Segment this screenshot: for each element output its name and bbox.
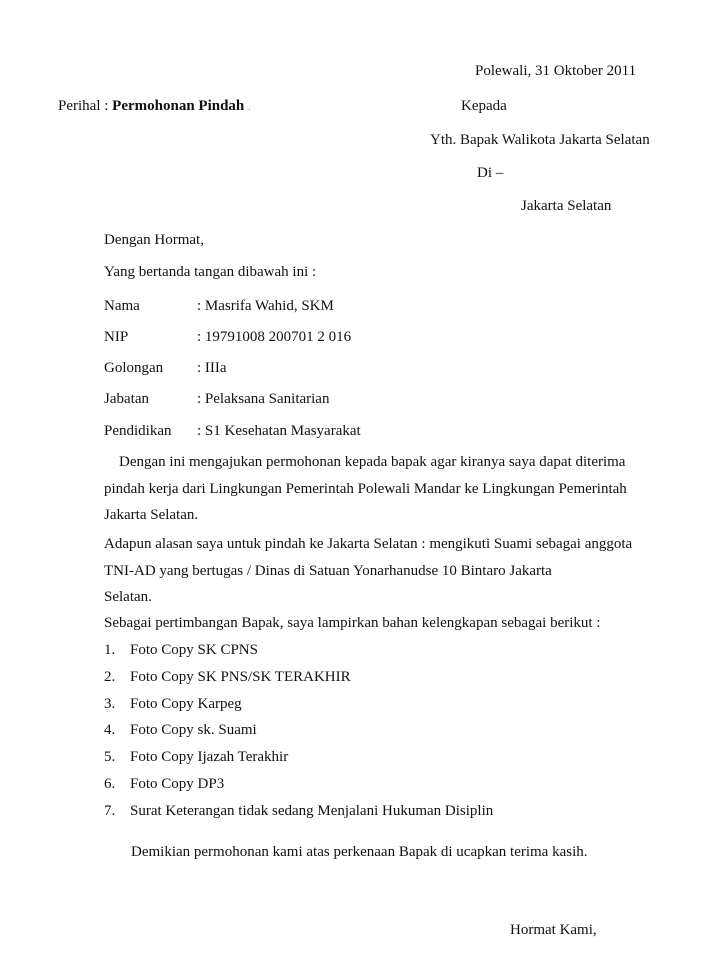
list-item (104, 695, 493, 722)
greeting: Dengan Hormat, (104, 232, 204, 248)
identity-label: Pendidikan (104, 423, 172, 439)
signoff: Hormat Kami, (510, 922, 597, 938)
list-number: 3. (104, 695, 116, 712)
paragraph-line: TNI-AD yang bertugas / Dinas di Satuan Yonarhanudse 10 Bintaro Jakarta (104, 562, 552, 579)
intro-line: Yang bertanda tangan dibawah ini : (104, 264, 317, 280)
identity-label: NIP (104, 329, 129, 345)
identity-value: : Pelaksana Sanitarian (197, 391, 330, 407)
recipient-di: Di – (477, 165, 504, 181)
identity-row-golongan (104, 359, 227, 377)
list-number: 7. (104, 802, 116, 819)
identity-row-nama (104, 297, 334, 315)
list-text: Foto Copy Karpeg (130, 695, 242, 712)
identity-row-nip (104, 328, 351, 346)
paragraph-line: Dengan ini mengajukan permohonan kepada bapak agar kiranya saya dapat diterima (119, 454, 626, 470)
attachment-list (104, 641, 493, 829)
identity-value: : 19791008 200701 2 016 (197, 329, 352, 345)
list-text: Foto Copy Ijazah Terakhir (130, 749, 289, 766)
recipient-name: Yth. Bapak Walikota Jakarta Selatan (430, 132, 650, 148)
list-item (104, 802, 493, 829)
identity-value: : S1 Kesehatan Masyarakat (197, 423, 361, 439)
identity-row-jabatan (104, 390, 329, 408)
paragraph-request (104, 453, 664, 533)
list-number: 6. (104, 775, 116, 792)
paragraph-line: Jakarta Selatan. (104, 507, 199, 523)
list-text: Foto Copy SK PNS/SK TERAKHIR (130, 668, 351, 685)
identity-row-pendidikan (104, 422, 361, 440)
letter-date: Polewali, 31 Oktober 2011 (475, 63, 637, 79)
subject-line (58, 97, 251, 115)
list-number: 4. (104, 722, 116, 739)
list-text: Foto Copy SK CPNS (130, 642, 258, 658)
paragraph-line: Selatan. (104, 589, 152, 605)
paragraph-reason (104, 535, 664, 615)
paragraph-line: pindah kerja dari Lingkungan Pemerintah Polewali Mandar ke Lingkungan Pemerintah (104, 480, 627, 497)
closing-line: Demikian permohonan kami atas perkenaan Bapak di ucapkan terima kasih. (131, 844, 588, 860)
kepada-label: Kepada (461, 98, 507, 114)
list-item (104, 668, 493, 695)
list-item (104, 775, 493, 802)
list-item (104, 641, 493, 668)
identity-label: Golongan (104, 360, 164, 376)
list-number: 2. (104, 668, 116, 685)
paragraph-line: Adapun alasan saya untuk pindah ke Jakarta Selatan : mengikuti Suami sebagai anggota (104, 536, 633, 552)
list-item (104, 748, 493, 775)
list-item (104, 721, 493, 748)
identity-value: : Masrifa Wahid, SKM (197, 298, 334, 314)
list-text: Foto Copy DP3 (130, 775, 225, 792)
paragraph-attachments-intro: Sebagai pertimbangan Bapak, saya lampirkan bahan kelengkapan sebagai berikut : (104, 615, 601, 631)
list-number: 1. (104, 642, 116, 658)
identity-label: Nama (104, 298, 140, 314)
subject-dot: . (248, 101, 251, 113)
list-text: Foto Copy sk. Suami (130, 722, 257, 739)
list-text: Surat Keterangan tidak sedang Menjalani Hukuman Disiplin (130, 802, 494, 819)
recipient-city: Jakarta Selatan (521, 198, 612, 214)
list-number: 5. (104, 749, 116, 766)
identity-label: Jabatan (104, 391, 149, 407)
identity-value: : IIIa (197, 360, 227, 376)
subject-label: Perihal : (58, 98, 113, 114)
subject-value: Permohonan Pindah (112, 98, 245, 114)
